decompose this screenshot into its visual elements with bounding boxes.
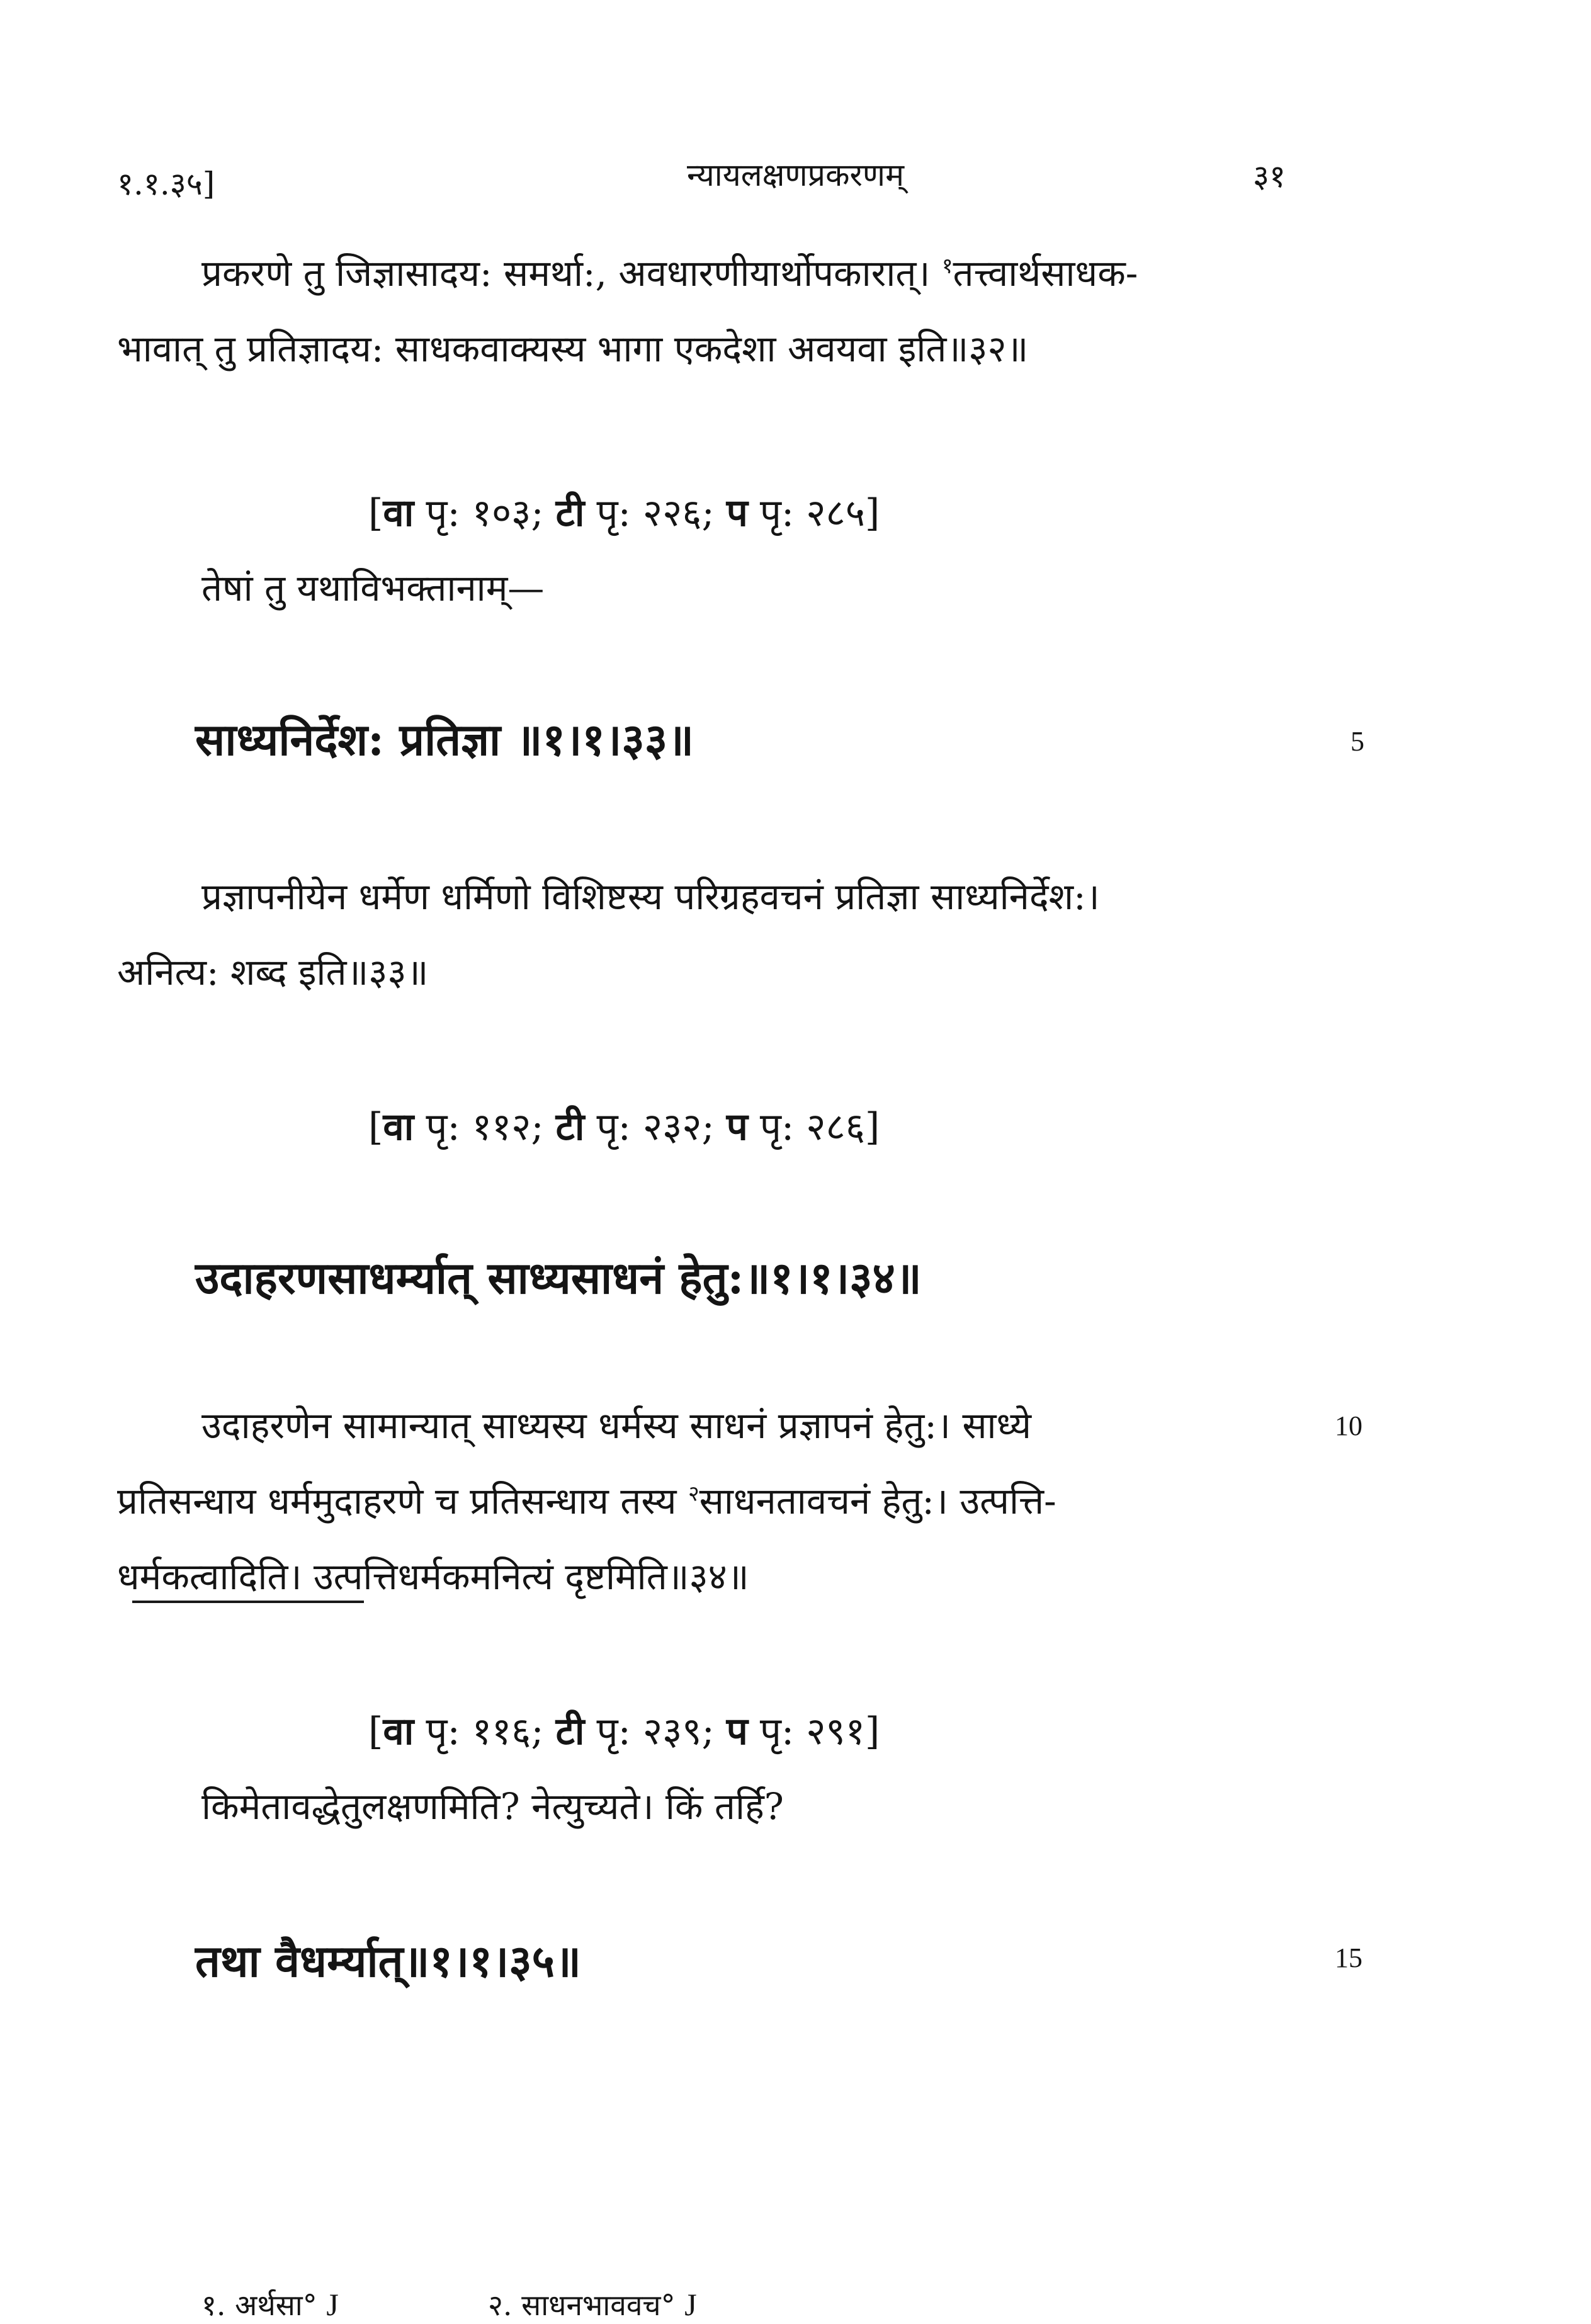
footnote-1: [201, 2286, 339, 2324]
commentary-32-line2: भावात् तु प्रतिज्ञादय: साधकवाक्यस्य भागा एकदेशा अवयवा इति॥३२॥: [117, 327, 1029, 370]
header-chapter-title: न्यायलक्षणप्रकरणम्: [687, 157, 904, 193]
ref-parishuddhi-page: पृ: २९१]: [747, 1709, 880, 1754]
header-verse-range: १.१.३५]: [117, 166, 215, 202]
reference-34: [368, 1706, 880, 1757]
ref-tika: टी: [555, 1709, 585, 1754]
line-number-15: 15: [1335, 1942, 1362, 1973]
footnote-divider: [132, 1601, 364, 1603]
ref-parishuddhi-page: पृ: २८५]: [747, 491, 880, 535]
line-number-5: 5: [1350, 726, 1364, 757]
commentary-33-line2: अनित्य: शब्द इति॥३३॥: [117, 951, 429, 994]
line-number-10: 10: [1335, 1410, 1362, 1441]
footnote-2-mark: २.: [488, 2288, 512, 2322]
intro-33: तेषां तु यथाविभक्तानाम्—: [201, 567, 545, 609]
ref-tika-page: पृ: २३२;: [584, 1105, 727, 1149]
sutra-34: उदाहरणसाधर्म्यात् साध्यसाधनं हेतु:॥१।१।३४॥: [195, 1252, 922, 1304]
footnote-2-text: साधनभाववच°: [521, 2288, 676, 2322]
ref-vartika-page: पृ: १०३;: [414, 491, 556, 535]
footnote-1-manuscript: J: [326, 2287, 339, 2322]
ref-parishuddhi: प: [726, 1709, 748, 1754]
commentary-32-text-a: प्रकरणे तु जिज्ञासादय: समर्था:, अवधारणीयार्थोपकारात्।: [201, 252, 931, 295]
ref-bracket: [: [368, 491, 383, 535]
ref-vartika: वा: [383, 1709, 414, 1754]
commentary-34-line2-a: प्रतिसन्धाय धर्ममुदाहरणे च प्रतिसन्धाय तस्य: [117, 1480, 677, 1522]
ref-parishuddhi: प: [726, 491, 748, 535]
sutra-33: साध्यनिर्देश: प्रतिज्ञा ॥१।१।३३॥: [195, 713, 694, 766]
ref-vartika: वा: [383, 1105, 414, 1149]
commentary-34-line2-b: साधनतावचनं हेतु:। उत्पत्ति-: [699, 1480, 1056, 1522]
ref-tika: टी: [555, 1105, 585, 1149]
commentary-32-text-b: तत्त्वार्थसाधक-: [953, 252, 1138, 295]
ref-tika-page: पृ: २३९;: [584, 1709, 727, 1754]
header-page-number: ३१: [1253, 158, 1286, 195]
ref-vartika-page: पृ: ११२;: [414, 1105, 556, 1149]
footnote-mark-2: २: [688, 1481, 699, 1507]
ref-vartika-page: पृ: ११६;: [414, 1709, 556, 1754]
ref-vartika: वा: [383, 491, 414, 535]
commentary-34-line1: उदाहरणेन सामान्यात् साध्यस्य धर्मस्य साधनं प्रज्ञापनं हेतु:। साध्ये: [201, 1404, 1031, 1447]
ref-parishuddhi-page: पृ: २८६]: [747, 1105, 880, 1149]
commentary-34-line2: [117, 1477, 1056, 1526]
commentary-33-line1: प्रज्ञापनीयेन धर्मेण धर्मिणो विशिष्टस्य परिग्रहवचनं प्रतिज्ञा साध्यनिर्देश:।: [201, 875, 1100, 918]
commentary-32: [120, 249, 1297, 298]
footnote-2-manuscript: J: [684, 2287, 697, 2322]
footnote-1-mark: १.: [201, 2288, 226, 2322]
footnote-1-text: अर्थसा°: [235, 2288, 317, 2322]
ref-tika-page: पृ: २२६;: [584, 491, 727, 535]
ref-tika: टी: [555, 491, 585, 535]
footnote-mark-1: १: [941, 253, 953, 279]
sutra-35: तथा वैधर्म्यात्॥१।१।३५॥: [195, 1935, 581, 1987]
ref-bracket: [: [368, 1709, 383, 1754]
reference-33: [368, 1102, 880, 1152]
footnote-2: [488, 2286, 697, 2324]
ref-parishuddhi: प: [726, 1105, 748, 1149]
commentary-34-line3: धर्मकत्वादिति। उत्पत्तिधर्मकमनित्यं दृष्टमिति॥३४॥: [117, 1555, 749, 1598]
question-line: किमेतावद्धेतुलक्षणमिति? नेत्युच्यते। किं तर्हि?: [201, 1785, 784, 1828]
ref-bracket: [: [368, 1105, 383, 1149]
reference-32: [368, 488, 880, 538]
